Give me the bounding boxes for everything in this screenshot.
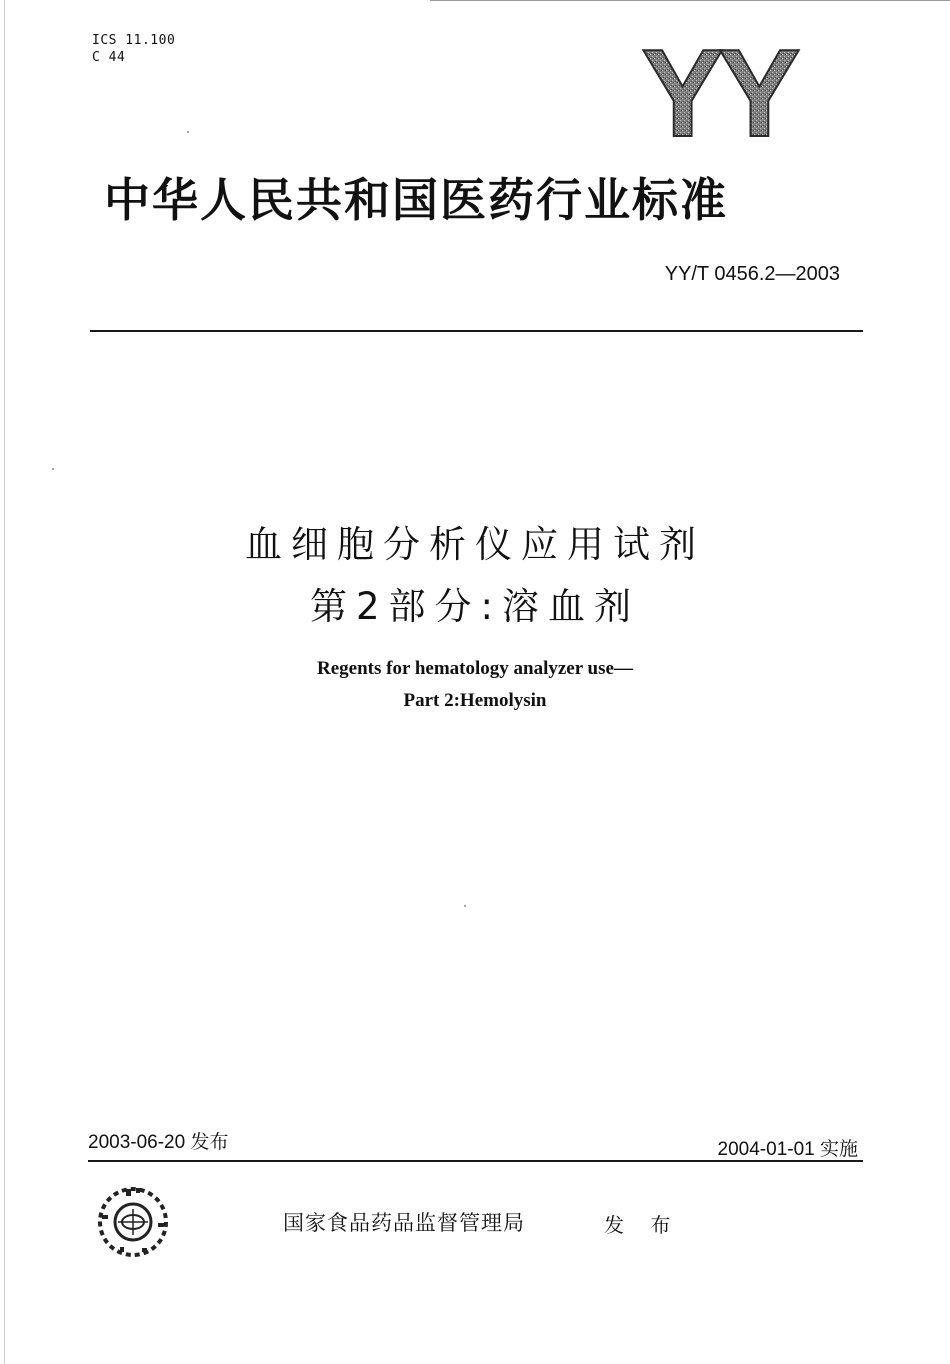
scan-speck xyxy=(52,468,54,470)
issue-date: 2003-06-20 发布 xyxy=(88,1132,229,1153)
english-title-line-1: Regents for hematology analyzer use— xyxy=(317,658,633,679)
svg-text:YY: YY xyxy=(641,42,795,142)
scan-speck xyxy=(187,131,189,133)
chinese-title-line-1: 血细胞分析仪应用试剂 xyxy=(245,523,705,566)
classification-codes xyxy=(92,32,175,66)
chinese-title-line-2: 第2部分:溶血剂 xyxy=(309,585,640,628)
standard-number: YY/T 0456.2—2003 xyxy=(664,263,840,285)
issuing-body-title: 中华人民共和国医药行业标准 xyxy=(104,173,728,227)
publisher-name: 国家食品药品监督管理局 xyxy=(283,1211,525,1235)
ics-code: ICS 11.100 xyxy=(92,33,176,48)
english-title-line-2: Part 2:Hemolysin xyxy=(403,690,547,711)
yy-logo-icon xyxy=(622,42,814,142)
bottom-divider xyxy=(88,1160,863,1162)
scan-speck xyxy=(464,905,466,907)
implementation-date: 2004-01-01 实施 xyxy=(717,1139,858,1160)
top-divider xyxy=(90,330,863,332)
publisher-seal-icon xyxy=(96,1185,170,1259)
scan-top-edge xyxy=(430,0,950,1)
publish-label: 发 布 xyxy=(604,1213,681,1237)
scan-left-edge xyxy=(4,0,5,1364)
ccs-code: C 44 xyxy=(92,50,126,65)
